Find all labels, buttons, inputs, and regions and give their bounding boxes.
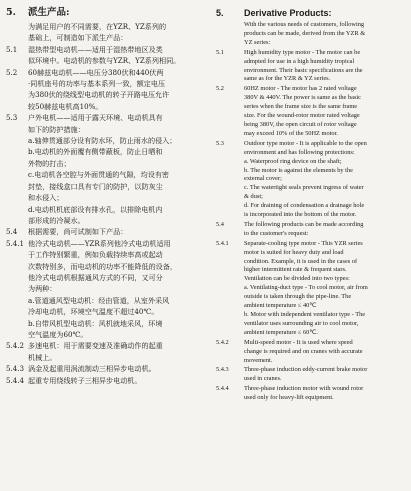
paragraph-cn-5-1: [6, 44, 206, 67]
paragraph-text: 他冷式电动机——YZR系列他冷式电动机适用 于工作特别繁重，例如负载持续率高或起动 次数特别多，而电动机的功率不能降低的设备， 他冷式电动机根据通风方式的不同，又可分 为两种： a.管道通风型电动机：经由管道，从室外采风 冷却电动机，环境空气温度不超过40℃。 b.自带风机型电动机：风机就地采风，环境 空气温度为60℃。: [28, 238, 177, 339]
paragraph-text: Outdoor type motor - It is applicable to the open environment and has following protections: a. Waterproof ring device on the shaft; b. The motor is against the elements by the external cover; c. The watertight seals prevent ingress of water & dust; d. For draining of condensation a drainage hole is incorporated into the bottom of the motor.: [244, 139, 367, 219]
paragraph-en-5-4-1: [216, 240, 406, 338]
english-column: [216, 7, 406, 403]
clause-number: 5.2: [216, 85, 224, 93]
clause-number: 5.4.3: [6, 364, 25, 374]
paragraph-en-5-4-4: [216, 385, 406, 403]
paragraph-text: 为满足用户的不同需要，在YZR、YZ系列的 基础上，可制造如下派生产品：: [28, 22, 167, 43]
section-number: 5.: [6, 7, 16, 18]
paragraph-text: High humidity type motor - The motor can be admpted for use in a high humidity tropical environment. Their basic specifications are the same as for the YZR & YZ series.: [244, 48, 363, 83]
paragraph-cn-5-4-4: [6, 375, 206, 386]
paragraph-en-intro: [216, 21, 406, 48]
section-title: Derivative Products:: [244, 8, 332, 18]
paragraph-text: Separate-cooling type motor - This YZR series motor is suited for heavy duty and load condition. Example, it is used in the cases of higher intermittent rate & frequent stars. Ventilation can be divided into two types: a. Ventilating-duct type - To cool motor, air from outside is taken through the pipe-line. The ambient temperature ≤ 40℃ b. Motor with independent ventilator type - The ventilator uses surrounding air to cool motor, ambient temperature ≤ 60℃.: [244, 239, 368, 336]
chinese-column: [6, 7, 206, 386]
paragraph-cn-5-4-3: [6, 363, 206, 374]
paragraph-cn-5-4-2: [6, 340, 206, 363]
clause-number: 5.4.4: [6, 375, 25, 385]
clause-number: 5.2: [6, 67, 18, 77]
clause-number: 5.4: [216, 220, 224, 228]
paragraph-text: 涡金及起重用涡流制动三相异步电动机。: [28, 364, 156, 374]
paragraph-en-5-1: [216, 49, 406, 85]
clause-number: 5.4.2: [6, 341, 25, 351]
paragraph-text: 60赫兹电动机——电压分380伏和440伏两 ·同机座号的功率与基本系列一致，额定电压 为380伏的绕线型电动机的转子开路电压允许 较50赫兹电机高10%。: [28, 67, 170, 111]
paragraph-text: Three-phase induction motor with wound rotor used only for heavy-lift equipment.: [244, 385, 364, 402]
paragraph-text: 湿热带型电动机——适用于湿热带地区及类 似环境中。电动机的参数与YZR、YZ系列相同。: [28, 44, 181, 66]
paragraph-en-5-2: [216, 85, 406, 138]
paragraph-text: Multi-speed motor - It is used where speed change is required and on cranes with accurate movement.: [244, 338, 363, 364]
section-number: 5.: [216, 8, 224, 18]
clause-number: 5.1: [216, 48, 224, 56]
paragraph-text: With the various needs of customers, following products can be made, derived from the YZR & YZ series:: [244, 21, 366, 46]
paragraph-text: Three-phase induction eddy-current brake motor used in cranes.: [244, 366, 368, 383]
clause-number: 5.4.3: [216, 366, 229, 374]
paragraph-en-5-3: [216, 140, 406, 220]
paragraph-cn-intro: [6, 21, 206, 44]
clause-number: 5.4.2: [216, 338, 229, 346]
clause-number: 5.4: [6, 227, 18, 237]
clause-number: 5.3: [6, 113, 18, 123]
paragraph-cn-5-4: [6, 226, 206, 237]
paragraph-en-5-4-2: [216, 339, 406, 366]
paragraph-text: The following products can be made according to the customer's request:: [244, 220, 364, 237]
paragraph-text: 户外电机——适用于露天环境、电动机具有 如下的防护措施： a.轴伸贯通部分设有防水环，防止雨水的侵入； b.电动机的外面覆有侧带蔽板，防止日晒和 外物的打击； c.电动机各空腔与外面贯通的气隙，均设有密 封垫，接线盒口具有专门的防护，以防灰尘 和水侵入； d.电动机机底部设有排水孔，以排除电机内 部形成的冷凝水。: [28, 113, 177, 225]
clause-number: 5.1: [6, 44, 18, 54]
clause-number: 5.3: [216, 139, 224, 147]
paragraph-en-5-4: [216, 221, 406, 239]
paragraph-text: 多速电机：用于需要变速及准确动作的起重 机械上。: [28, 341, 163, 362]
paragraph-cn-5-2: [6, 67, 206, 113]
paragraph-cn-5-4-1: [6, 238, 206, 341]
paragraph-en-5-4-3: [216, 366, 406, 384]
paragraph-cn-5-3: [6, 112, 206, 226]
paragraph-text: 根据需要，尚可试制如下产品：: [28, 227, 128, 237]
section-heading-en: [216, 7, 406, 19]
section-title: 派生产品:: [28, 7, 70, 18]
section-heading-cn: [6, 7, 206, 19]
clause-number: 5.4.1: [216, 239, 229, 247]
clause-number: 5.4.1: [6, 238, 25, 248]
paragraph-text: 60HZ motor - The motor has 2 rated voltage 380V & 440V. The power is same as the basic series when the frame size is the same frame size. For the wound-rotor motor rated voltage being 380V, the open circuit of rotor voltage may exceed 10% of the 50HZ motor.: [244, 85, 361, 137]
clause-number: 5.4.4: [216, 385, 229, 393]
paragraph-text: 起重专用绕线转子三相异步电动机。: [28, 375, 142, 385]
